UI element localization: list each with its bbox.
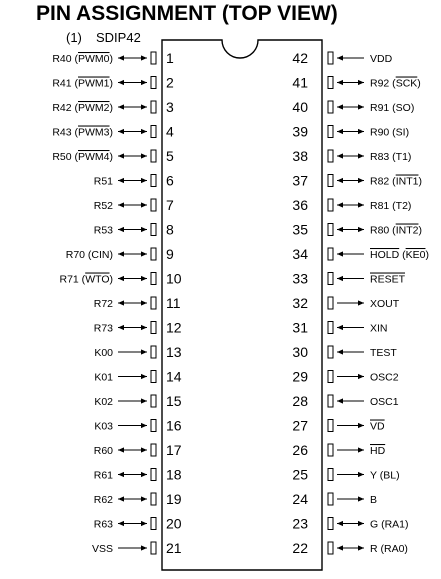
note-marker: (1): [66, 30, 82, 45]
pin-number: 33: [292, 270, 308, 287]
pin-30: [292, 344, 397, 360]
signal-text: VSS: [91, 543, 113, 555]
pin-pad: [151, 77, 156, 89]
pin-arrow: [118, 227, 147, 232]
pin-number: 28: [292, 393, 308, 409]
pin-18: [94, 467, 182, 483]
pin-1: [52, 50, 174, 66]
pin-number: 9: [166, 246, 174, 262]
signal-text: K03: [94, 420, 113, 433]
pin-pad: [328, 52, 333, 64]
signal-text: R40 (: [52, 53, 78, 65]
pin-number: 36: [292, 197, 308, 213]
signal-text: R50 (: [52, 151, 78, 163]
signal-text: XOUT: [370, 298, 400, 310]
pin-25: [292, 467, 399, 483]
pin-arrow: [118, 496, 147, 501]
signal-text: R73: [93, 322, 113, 335]
pin-37: [292, 173, 422, 189]
signal-name: [92, 543, 113, 555]
pin-28: [292, 393, 398, 409]
pin-pad: [328, 444, 333, 456]
pin-16: [94, 418, 181, 434]
pin-arrow: [118, 55, 147, 60]
pin-pad: [328, 420, 333, 432]
pin-arrow: [337, 300, 364, 305]
pin-pad: [151, 248, 156, 260]
signal-name: [370, 494, 377, 506]
signal-text: R91 (SO): [370, 102, 415, 114]
pin-arrow: [337, 178, 364, 183]
signal-overbar-prefix: HD: [370, 445, 386, 457]
pin-arrow: [118, 129, 147, 134]
signal-text: OSC2: [370, 371, 399, 384]
pin-number: 24: [292, 491, 308, 507]
signal-text: R51: [93, 175, 113, 188]
signal-overbar-prefix: HOLD: [370, 249, 400, 261]
signal-text: R70 (CIN): [65, 249, 113, 261]
pin-arrow: [118, 80, 147, 85]
pin-14: [94, 369, 181, 385]
signal-text: R83 (T1): [370, 151, 412, 163]
pin-arrow: [337, 349, 364, 354]
pin-number: 7: [166, 197, 174, 213]
signal-overbar-text: PWM2: [78, 102, 110, 114]
pin-pad: [151, 542, 156, 554]
pin-arrow: [337, 423, 364, 428]
pin-arrow: [118, 447, 147, 452]
signal-name: [370, 127, 409, 139]
pin-arrow: [337, 545, 364, 550]
signal-text-tail: ): [417, 77, 421, 90]
signal-text: R92 (: [370, 77, 396, 90]
pin-arrow: [337, 129, 364, 134]
pin-2: [52, 75, 174, 91]
pin-arrow: [118, 472, 147, 477]
pin-40: [292, 99, 414, 115]
pin-number: 25: [292, 466, 308, 483]
pin-13: [94, 344, 181, 360]
pin-pad: [328, 371, 333, 383]
diagram-title: PIN ASSIGNMENT (TOP VIEW): [36, 2, 338, 25]
pin-pad: [151, 395, 156, 407]
signal-overbar-text: PWM3: [78, 126, 110, 139]
pin-pad: [151, 518, 156, 530]
signal-text: R62: [93, 494, 113, 506]
signal-text: R41 (: [52, 77, 78, 90]
signal-overbar-prefix: RESET: [370, 273, 406, 286]
pin-pad: [151, 224, 156, 236]
pin-10: [60, 271, 182, 287]
pin-pad: [328, 224, 333, 236]
pin-pad: [151, 420, 156, 432]
signal-name: [370, 78, 421, 90]
signal-text: VDD: [370, 53, 393, 65]
pin-number: 29: [292, 368, 308, 385]
pin-arrow: [337, 496, 364, 501]
signal-name: [370, 200, 411, 212]
pin-arrow: [337, 325, 364, 330]
pin-33: [292, 271, 405, 287]
pin-pad: [151, 273, 156, 285]
signal-text: K00: [94, 347, 113, 359]
pin-pad: [328, 322, 333, 334]
pin-number: 42: [292, 50, 308, 66]
signal-text-tail: ): [109, 273, 113, 286]
signal-text-tail: ): [109, 77, 113, 90]
signal-name: [52, 127, 113, 139]
signal-text: R80 (: [370, 224, 396, 237]
pin-pad: [328, 542, 333, 554]
signal-overbar-text: SCK: [395, 77, 418, 90]
pin-arrow: [118, 374, 147, 379]
pin-32: [292, 295, 399, 311]
pin-pad: [151, 493, 156, 505]
signal-name: [370, 151, 411, 163]
pin-12: [94, 320, 182, 336]
pin-number: 21: [166, 540, 182, 556]
signal-text: R52: [93, 200, 113, 212]
pin-number: 12: [166, 319, 182, 336]
pin-number: 22: [292, 540, 308, 556]
signal-overbar-prefix: VD: [370, 420, 385, 433]
signal-text: R60: [93, 445, 113, 457]
pin-number: 15: [166, 393, 182, 409]
pin-23: [292, 516, 408, 532]
package-name: SDIP42: [96, 30, 141, 45]
signal-text: R43 (: [52, 126, 78, 139]
signal-overbar-text: PWM4: [78, 151, 110, 163]
pin-pad: [151, 444, 156, 456]
signal-name: [94, 470, 113, 482]
pin-31: [292, 320, 387, 336]
pin-arrow: [118, 276, 147, 281]
signal-text: K01: [94, 371, 113, 384]
signal-name: [52, 53, 113, 65]
pin-27: [292, 418, 385, 434]
signal-name: [370, 53, 393, 65]
pin-pad: [151, 297, 156, 309]
pin-number: 8: [166, 221, 174, 238]
pin-36: [292, 197, 411, 213]
signal-name: [52, 102, 113, 114]
signal-name: [370, 176, 422, 188]
pin-number: 38: [292, 148, 308, 164]
pin-number: 30: [292, 344, 308, 360]
pin-number: 6: [166, 172, 174, 189]
pin-pad: [328, 175, 333, 187]
signal-name: [94, 298, 113, 310]
pin-number: 20: [166, 515, 182, 532]
signal-name: [370, 543, 408, 555]
signal-overbar-text: KE0: [405, 249, 426, 261]
pin-pad: [328, 518, 333, 530]
pin-arrow: [337, 153, 364, 158]
signal-name: [60, 274, 114, 286]
pin-pad: [151, 126, 156, 138]
pin-arrow: [337, 374, 364, 379]
signal-name: [94, 225, 113, 237]
pin-9: [66, 246, 174, 262]
pin-39: [292, 124, 409, 140]
pin-number: 2: [166, 74, 174, 91]
signal-text-tail: ): [418, 224, 422, 237]
pin-number: 3: [166, 99, 174, 115]
pin-pad: [328, 493, 333, 505]
pin-29: [292, 369, 398, 385]
pin-arrow: [337, 398, 364, 403]
pin-number: 14: [166, 368, 182, 385]
pin-arrow: [118, 178, 147, 183]
signal-name: [370, 519, 409, 531]
pin-number: 40: [292, 99, 308, 115]
signal-text-tail: ): [109, 151, 113, 163]
pin-arrow: [118, 153, 147, 158]
pin-pad: [151, 371, 156, 383]
signal-name: [370, 372, 399, 384]
pin-arrow: [337, 447, 364, 452]
signal-name: [370, 102, 414, 114]
signal-text: XIN: [370, 322, 388, 335]
signal-text: R72: [93, 298, 113, 310]
signal-text: R42 (: [52, 102, 78, 114]
pin-24: [292, 491, 377, 507]
pin-number: 19: [166, 491, 182, 507]
pin-arrow: [118, 349, 147, 354]
signal-name: [94, 323, 113, 335]
pin-pad: [328, 150, 333, 162]
signal-text: (: [399, 249, 406, 261]
pin-41: [292, 75, 420, 91]
signal-name: [94, 372, 113, 384]
pin-pad: [151, 101, 156, 113]
pin-pad: [151, 346, 156, 358]
pin-number: 5: [166, 148, 174, 164]
pin-26: [292, 442, 385, 458]
pin-number: 27: [292, 417, 308, 434]
pin-pad: [151, 52, 156, 64]
pin-38: [292, 148, 411, 164]
signal-text: Y (BL): [370, 469, 400, 482]
pin-number: 23: [292, 515, 308, 532]
pin-arrow: [337, 251, 364, 256]
pin-21: [92, 540, 182, 556]
pin-arrow: [118, 545, 147, 550]
pin-number: 39: [292, 123, 308, 140]
pin-arrow: [118, 325, 147, 330]
signal-text-tail: ): [109, 102, 113, 114]
pin-pad: [151, 150, 156, 162]
signal-text: R81 (T2): [370, 200, 412, 212]
pin-arrow: [118, 423, 147, 428]
pin-35: [292, 222, 422, 238]
pin-pad: [328, 395, 333, 407]
pin-pad: [328, 199, 333, 211]
pin-arrow: [118, 398, 147, 403]
pin-number: 35: [292, 221, 308, 238]
pin-34: [292, 246, 429, 262]
signal-name: [94, 347, 113, 359]
signal-text-tail: ): [109, 126, 113, 139]
signal-name: [370, 225, 422, 237]
pin-arrow: [337, 227, 364, 232]
pin-17: [94, 442, 182, 458]
signal-name: [52, 78, 113, 90]
pin-arrow: [118, 300, 147, 305]
pin-arrow: [337, 276, 364, 281]
pin-pad: [151, 322, 156, 334]
signal-text: R71 (: [59, 273, 86, 286]
signal-name: [370, 421, 385, 433]
signal-text-tail: ): [418, 175, 422, 188]
pin-pad: [328, 273, 333, 285]
pin-arrow: [337, 55, 364, 60]
pin-pad: [328, 297, 333, 309]
pin-number: 31: [292, 319, 308, 336]
signal-overbar-text: INT2: [395, 224, 419, 237]
signal-text: K02: [94, 396, 113, 408]
pin-pad: [328, 101, 333, 113]
pin-arrow: [337, 104, 364, 109]
pin-pad: [328, 469, 333, 481]
pin-pad: [328, 77, 333, 89]
signal-text-tail: ): [109, 53, 113, 65]
pin-number: 34: [292, 246, 308, 262]
signal-overbar-text: PWM1: [78, 77, 110, 90]
signal-name: [94, 421, 113, 433]
signal-text: R (RA0): [370, 543, 408, 555]
signal-text: B: [370, 494, 378, 506]
pin-5: [52, 148, 174, 164]
pin-arrow: [118, 202, 147, 207]
pin-11: [94, 295, 181, 311]
signal-name: [370, 298, 400, 310]
pin-pad: [328, 248, 333, 260]
pin-arrow: [337, 202, 364, 207]
pin-number: 32: [292, 295, 308, 311]
pin-15: [94, 393, 181, 409]
pin-arrow: [337, 521, 364, 526]
pin-arrow: [337, 472, 364, 477]
pin-number: 26: [292, 442, 308, 458]
pin-42: [292, 50, 392, 66]
pin-number: 16: [166, 417, 182, 434]
signal-name: [94, 519, 113, 531]
signal-text: TEST: [370, 347, 397, 359]
signal-overbar-text: PWM0: [78, 53, 110, 65]
signal-text: OSC1: [370, 396, 399, 408]
pin-number: 10: [166, 270, 182, 287]
pin-number: 18: [166, 466, 182, 483]
signal-text: R53: [93, 224, 113, 237]
signal-name: [94, 445, 113, 457]
signal-overbar-text: WTO: [85, 273, 110, 286]
pin-3: [52, 99, 174, 115]
pin-22: [292, 540, 408, 556]
pin-pad: [151, 469, 156, 481]
pin-pad: [151, 175, 156, 187]
pin-pad: [151, 199, 156, 211]
pin-number: 4: [166, 123, 174, 140]
pin-number: 13: [166, 344, 182, 360]
right-pin-list: [292, 50, 429, 556]
signal-name: [370, 347, 397, 359]
signal-name: [94, 176, 113, 188]
signal-name: [370, 323, 388, 335]
pin-arrow: [118, 521, 147, 526]
signal-name: [94, 200, 113, 212]
pin-arrow: [337, 80, 364, 85]
signal-text: R82 (: [370, 175, 396, 188]
signal-name: [94, 494, 113, 506]
pin-number: 37: [292, 172, 308, 189]
signal-text: R61: [93, 469, 113, 482]
signal-name: [370, 470, 400, 482]
signal-overbar-text: INT1: [395, 175, 419, 188]
signal-name: [370, 249, 429, 261]
signal-text: R90 (SI): [370, 126, 410, 139]
pin-pad: [328, 126, 333, 138]
pin-number: 1: [166, 50, 174, 66]
signal-name: [370, 445, 386, 457]
signal-name: [370, 274, 406, 286]
pin-number: 11: [166, 295, 181, 311]
pin-arrow: [118, 104, 147, 109]
signal-name: [52, 151, 113, 163]
pin-pad: [328, 346, 333, 358]
pin-number: 41: [292, 74, 308, 91]
pin-4: [52, 124, 174, 140]
signal-text: R63: [93, 518, 113, 531]
pin-19: [94, 491, 182, 507]
signal-text-tail: ): [425, 249, 429, 261]
pin-arrow: [118, 251, 147, 256]
pin-20: [94, 516, 182, 532]
signal-text: G (RA1): [370, 518, 409, 531]
signal-name: [94, 396, 113, 408]
signal-name: [370, 396, 399, 408]
pin-number: 17: [166, 442, 182, 458]
signal-name: [66, 249, 113, 261]
